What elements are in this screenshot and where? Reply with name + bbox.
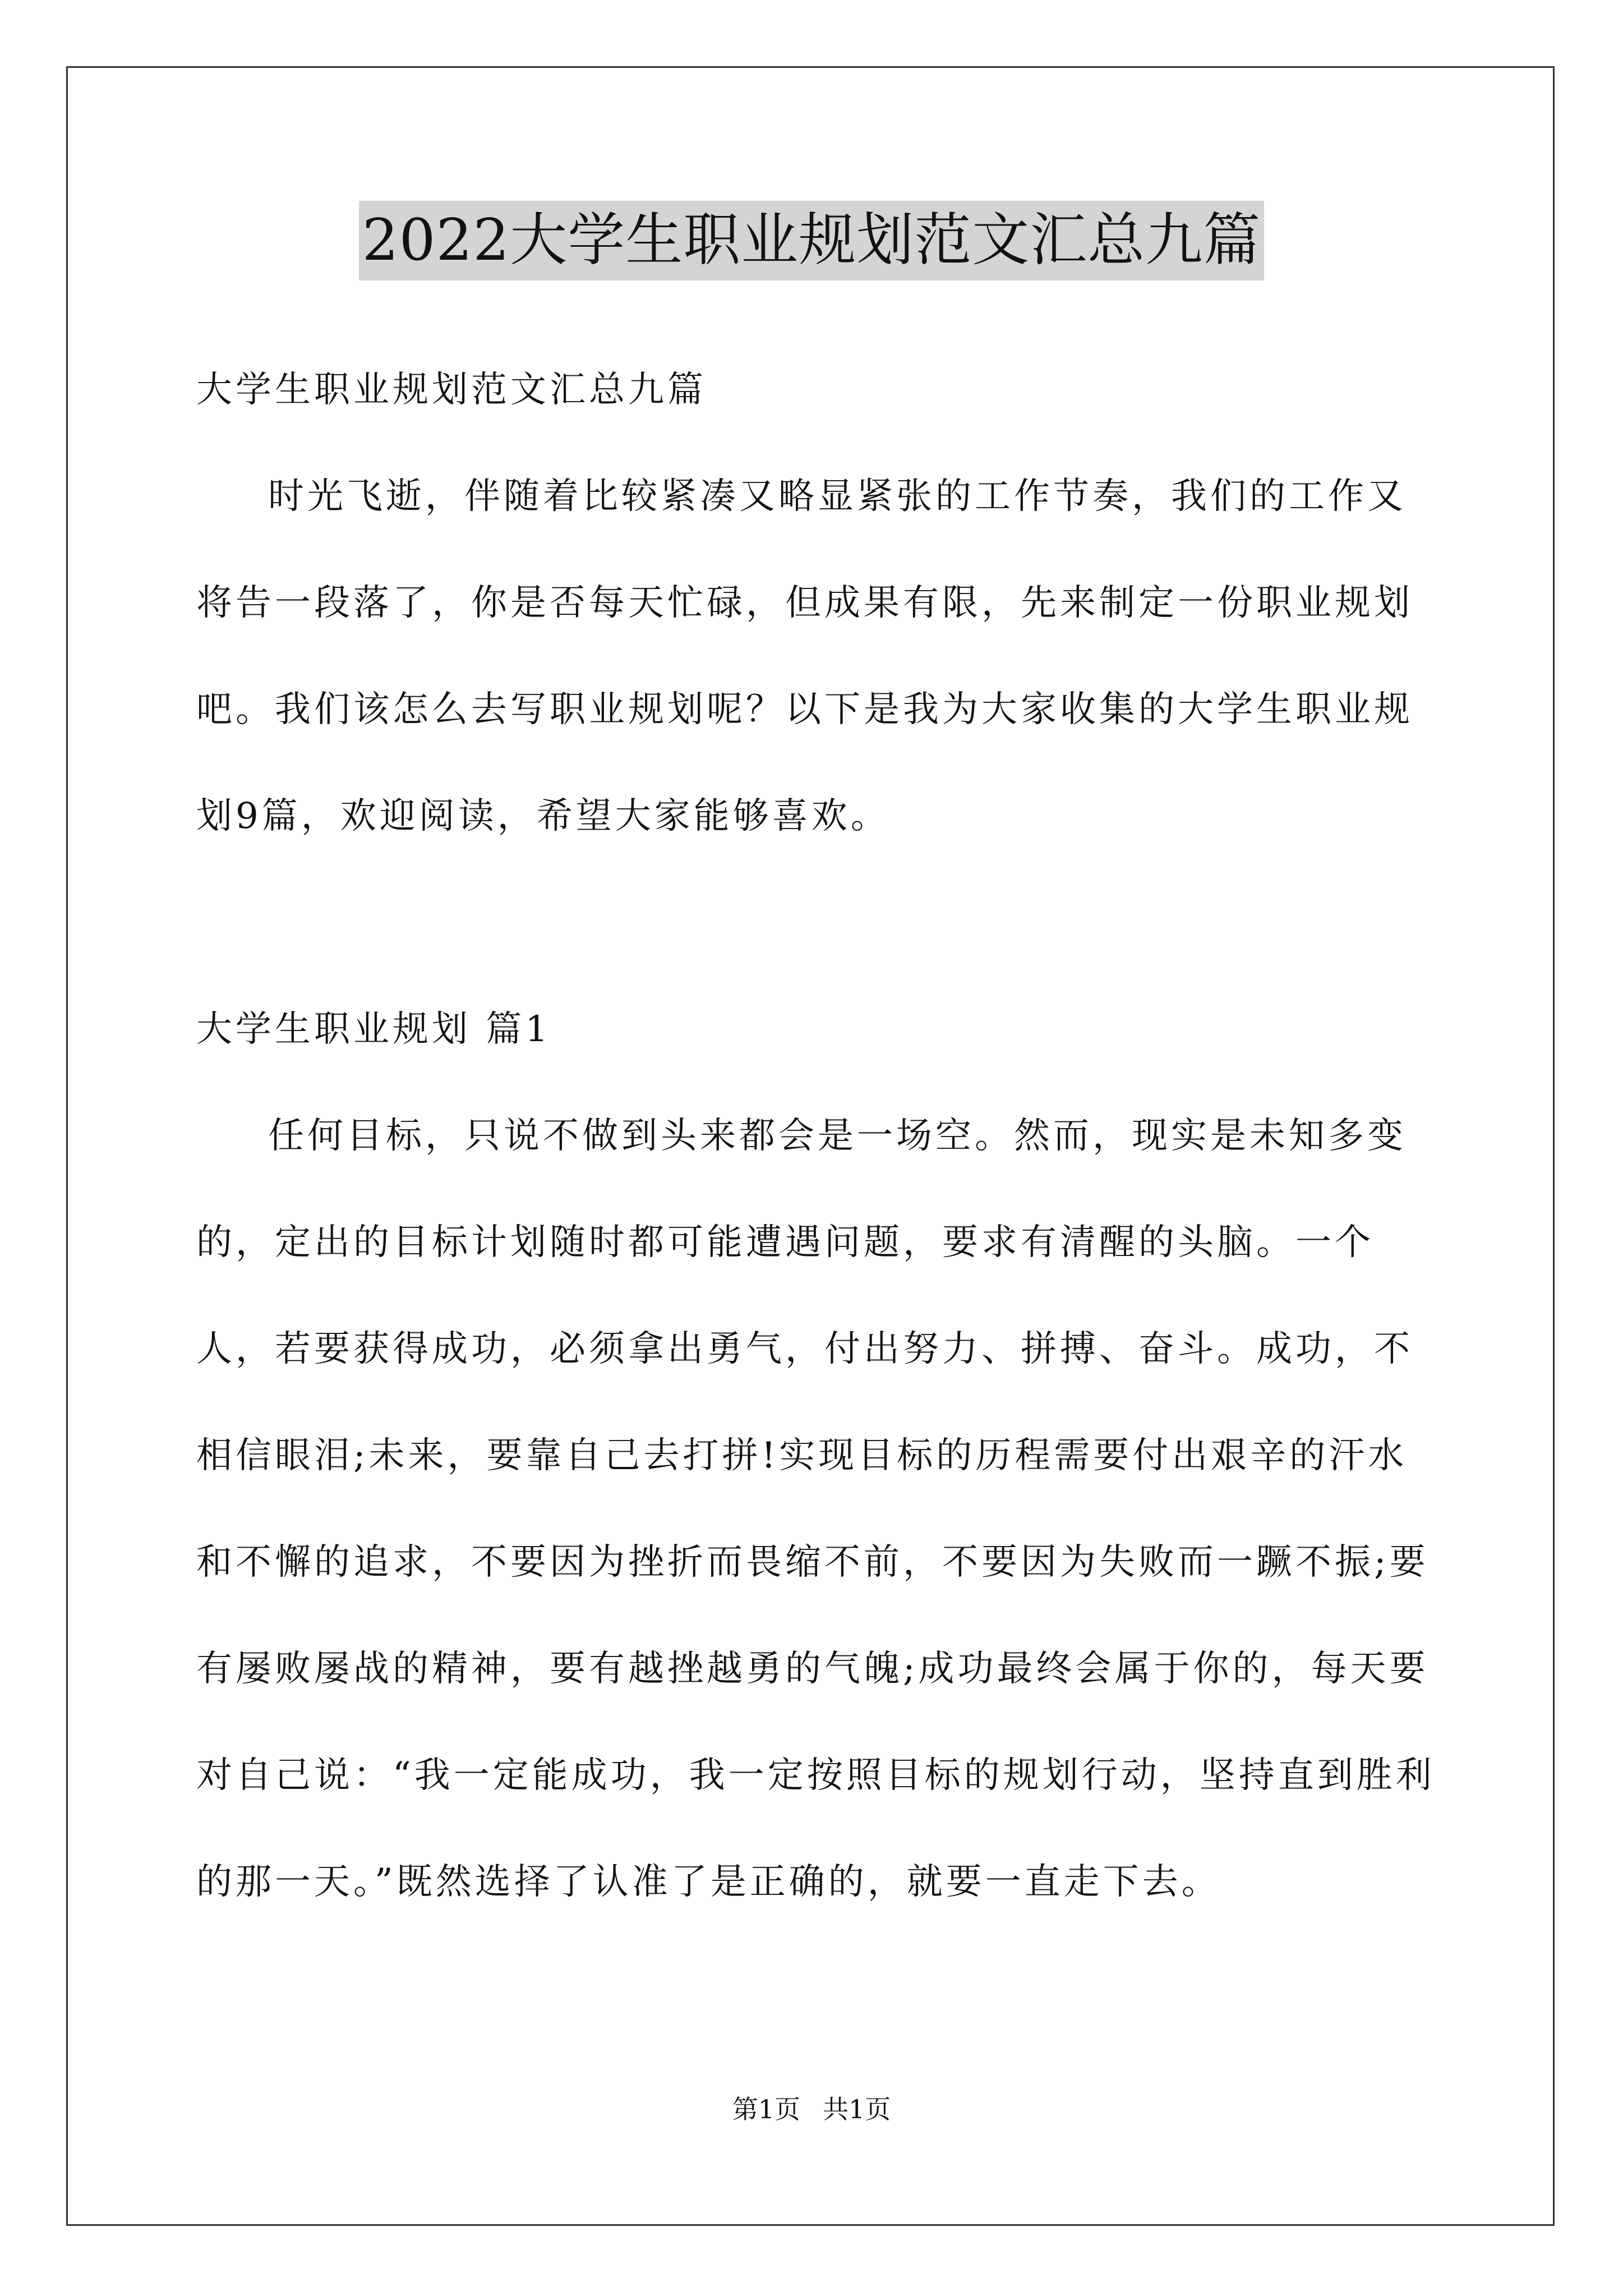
title-container bbox=[0, 201, 1623, 280]
document-subtitle: 大学生职业规划范文汇总九篇 bbox=[196, 369, 707, 411]
section-heading: 大学生职业规划 篇1 bbox=[196, 1009, 552, 1050]
document-title: 2022大学生职业规划范文汇总九篇 bbox=[359, 201, 1265, 280]
document-body bbox=[196, 337, 1436, 1935]
page-total: 共1页 bbox=[823, 2094, 891, 2124]
page-footer bbox=[0, 2092, 1623, 2126]
page-number: 第1页 bbox=[732, 2094, 800, 2124]
intro-paragraph: 时光飞逝，伴随着比较紧凑又略显紧张的工作节奏，我们的工作又将告一段落了，你是否每天忙碌，但成果有限，先来制定一份职业规划吧。我们该怎么去写职业规划呢？以下是我为大家收集的大学生职业规划9篇，欢迎阅读，希望大家能够喜欢。 bbox=[196, 476, 1413, 837]
section-paragraph: 任何目标，只说不做到头来都会是一场空。然而，现实是未知多变的，定出的目标计划随时都可能遭遇问题，要求有清醒的头脑。一个人，若要获得成功，必须拿出勇气，付出努力、拼搏、奋斗。成功，不相信眼泪;未来，要靠自己去打拼!实现目标的历程需要付出艰辛的汗水和不懈的追求，不要因为挫折而畏缩不前，不要因为失败而一蹶不振;要有屡败屡战的精神，要有越挫越勇的气魄;成功最终会属于你的，每天要对自己说：“我一定能成功，我一定按照目标的规划行动，坚持直到胜利的那一天。”既然选择了认准了是正确的，就要一直走下去。 bbox=[196, 1115, 1435, 1903]
